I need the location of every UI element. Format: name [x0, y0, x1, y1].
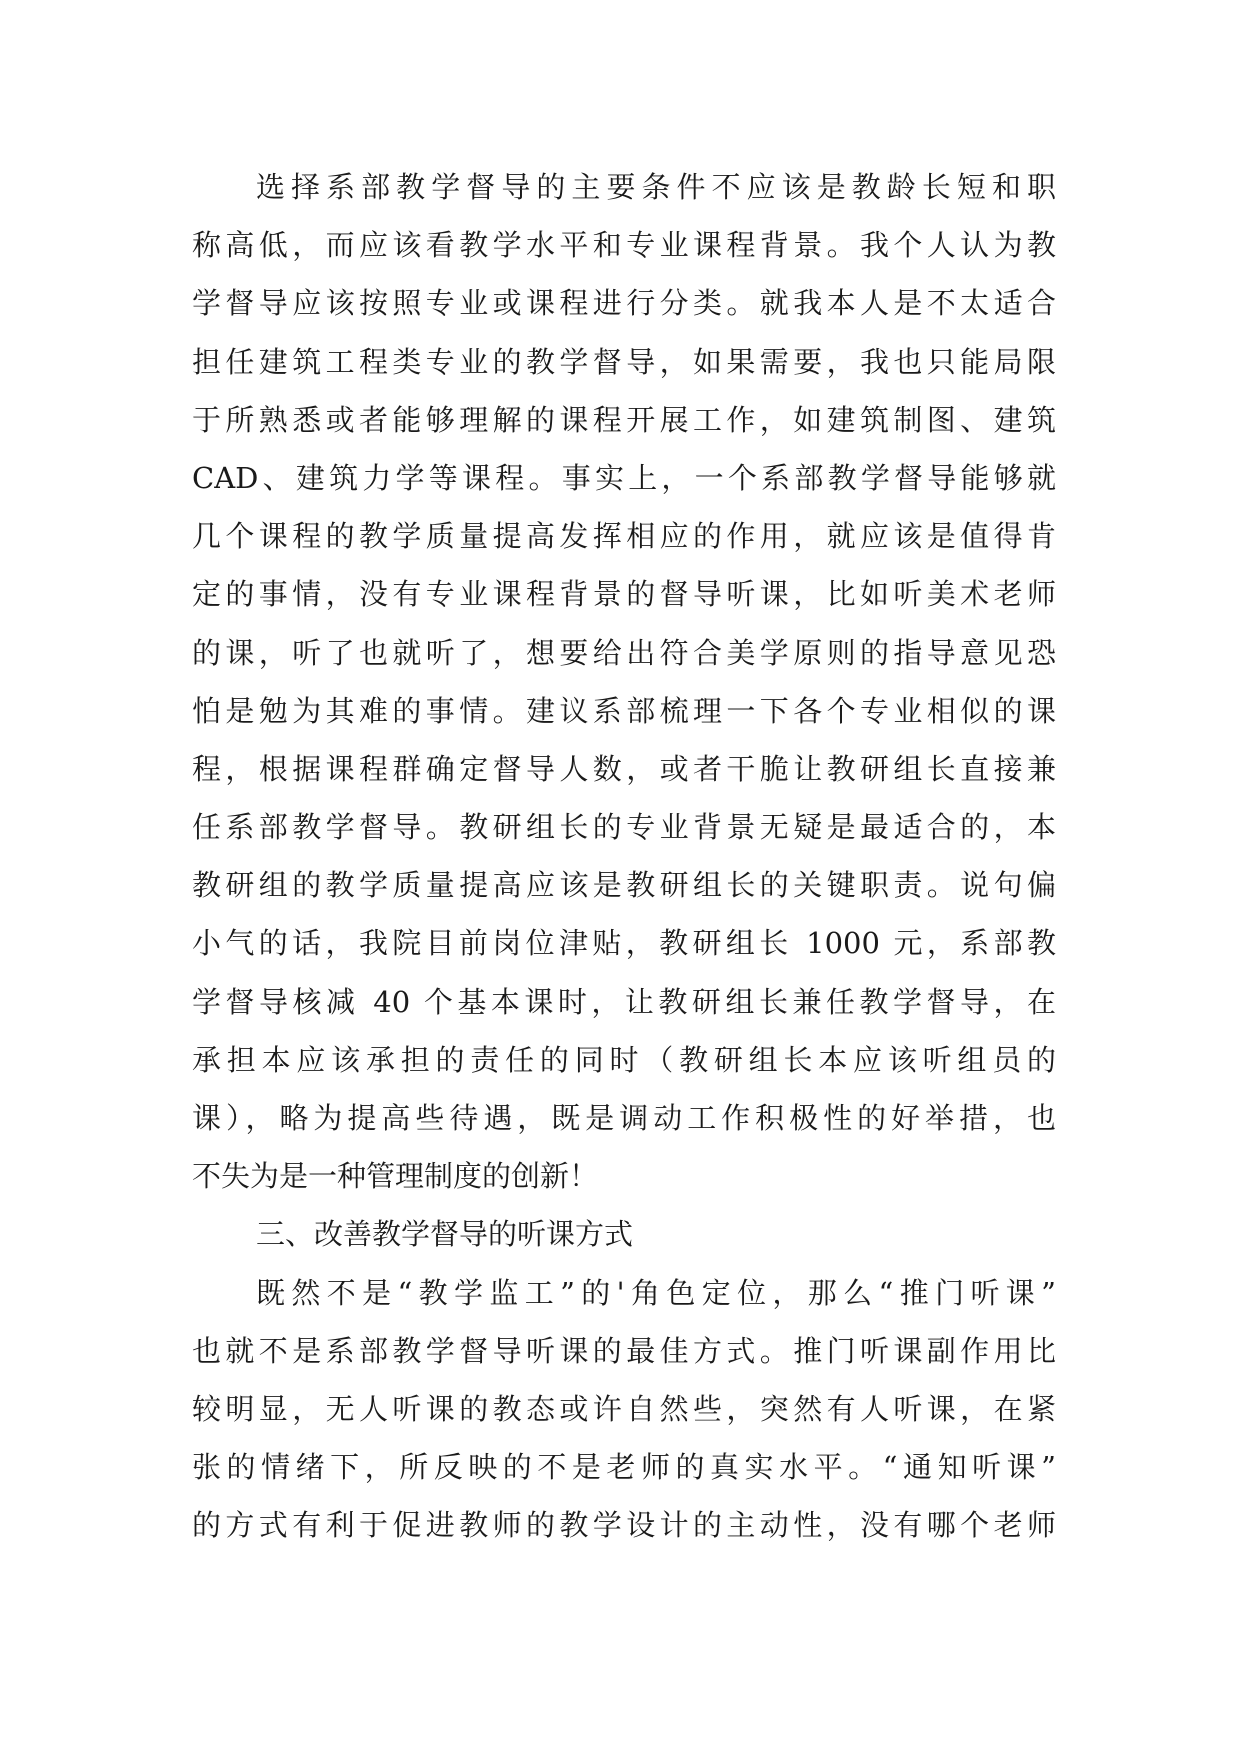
paragraph-line: 于所熟悉或者能够理解的课程开展工作，如建筑制图、建筑 [192, 402, 1056, 437]
paragraph-line: 学督导核减 40 个基本课时，让教研组长兼任教学督导，在 [192, 984, 1056, 1019]
paragraph-line: 定的事情，没有专业课程背景的督导听课，比如听美术老师 [192, 577, 1056, 612]
paragraph-line: 不失为是一种管理制度的创新！ [192, 1159, 599, 1194]
paragraph-line: 较明显，无人听课的教态或许自然些，突然有人听课，在紧 [192, 1391, 1056, 1426]
paragraph-line: 程，根据课程群确定督导人数，或者干脆让教研组长直接兼 [192, 751, 1056, 786]
paragraph-line: 称高低，而应该看教学水平和专业课程背景。我个人认为教 [192, 228, 1056, 263]
section-heading: 三、改善教学督导的听课方式 [256, 1217, 634, 1252]
paragraph-line: 既然不是“教学监工”的'角色定位，那么“推门听课” [256, 1275, 1056, 1310]
paragraph-line: 的课，听了也就听了，想要给出符合美学原则的指导意见恐 [192, 635, 1056, 670]
paragraph-line: 怕是勉为其难的事情。建议系部梳理一下各个专业相似的课 [192, 693, 1056, 728]
paragraph-line: 也就不是系部教学督导听课的最佳方式。推门听课副作用比 [192, 1333, 1056, 1368]
paragraph-line: 课），略为提高些待遇，既是调动工作积极性的好举措，也 [192, 1101, 1056, 1135]
paragraph-line: 任系部教学督导。教研组长的专业背景无疑是最适合的，本 [192, 810, 1056, 845]
paragraph-line: 学督导应该按照专业或课程进行分类。就我本人是不太适合 [192, 286, 1056, 321]
paragraph-line: CAD、建筑力学等课程。事实上，一个系部教学督导能够就 [192, 460, 1056, 495]
paragraph-line: 选择系部教学督导的主要条件不应该是教龄长短和职 [256, 170, 1056, 204]
body-text [192, 158, 1056, 1555]
paragraph-line: 的方式有利于促进教师的教学设计的主动性，没有哪个老师 [192, 1508, 1056, 1543]
paragraph-line: 张的情绪下，所反映的不是老师的真实水平。“通知听课” [192, 1450, 1056, 1485]
paragraph-line: 几个课程的教学质量提高发挥相应的作用，就应该是值得肯 [192, 519, 1056, 554]
paragraph-line: 教研组的教学质量提高应该是教研组长的关键职责。说句偏 [192, 868, 1056, 903]
paragraph-line: 小气的话，我院目前岗位津贴，教研组长 1000 元，系部教 [192, 926, 1056, 961]
paragraph-line: 担任建筑工程类专业的教学督导，如果需要，我也只能局限 [192, 344, 1056, 379]
paragraph-line: 承担本应该承担的责任的同时（教研组长本应该听组员的 [192, 1042, 1056, 1077]
